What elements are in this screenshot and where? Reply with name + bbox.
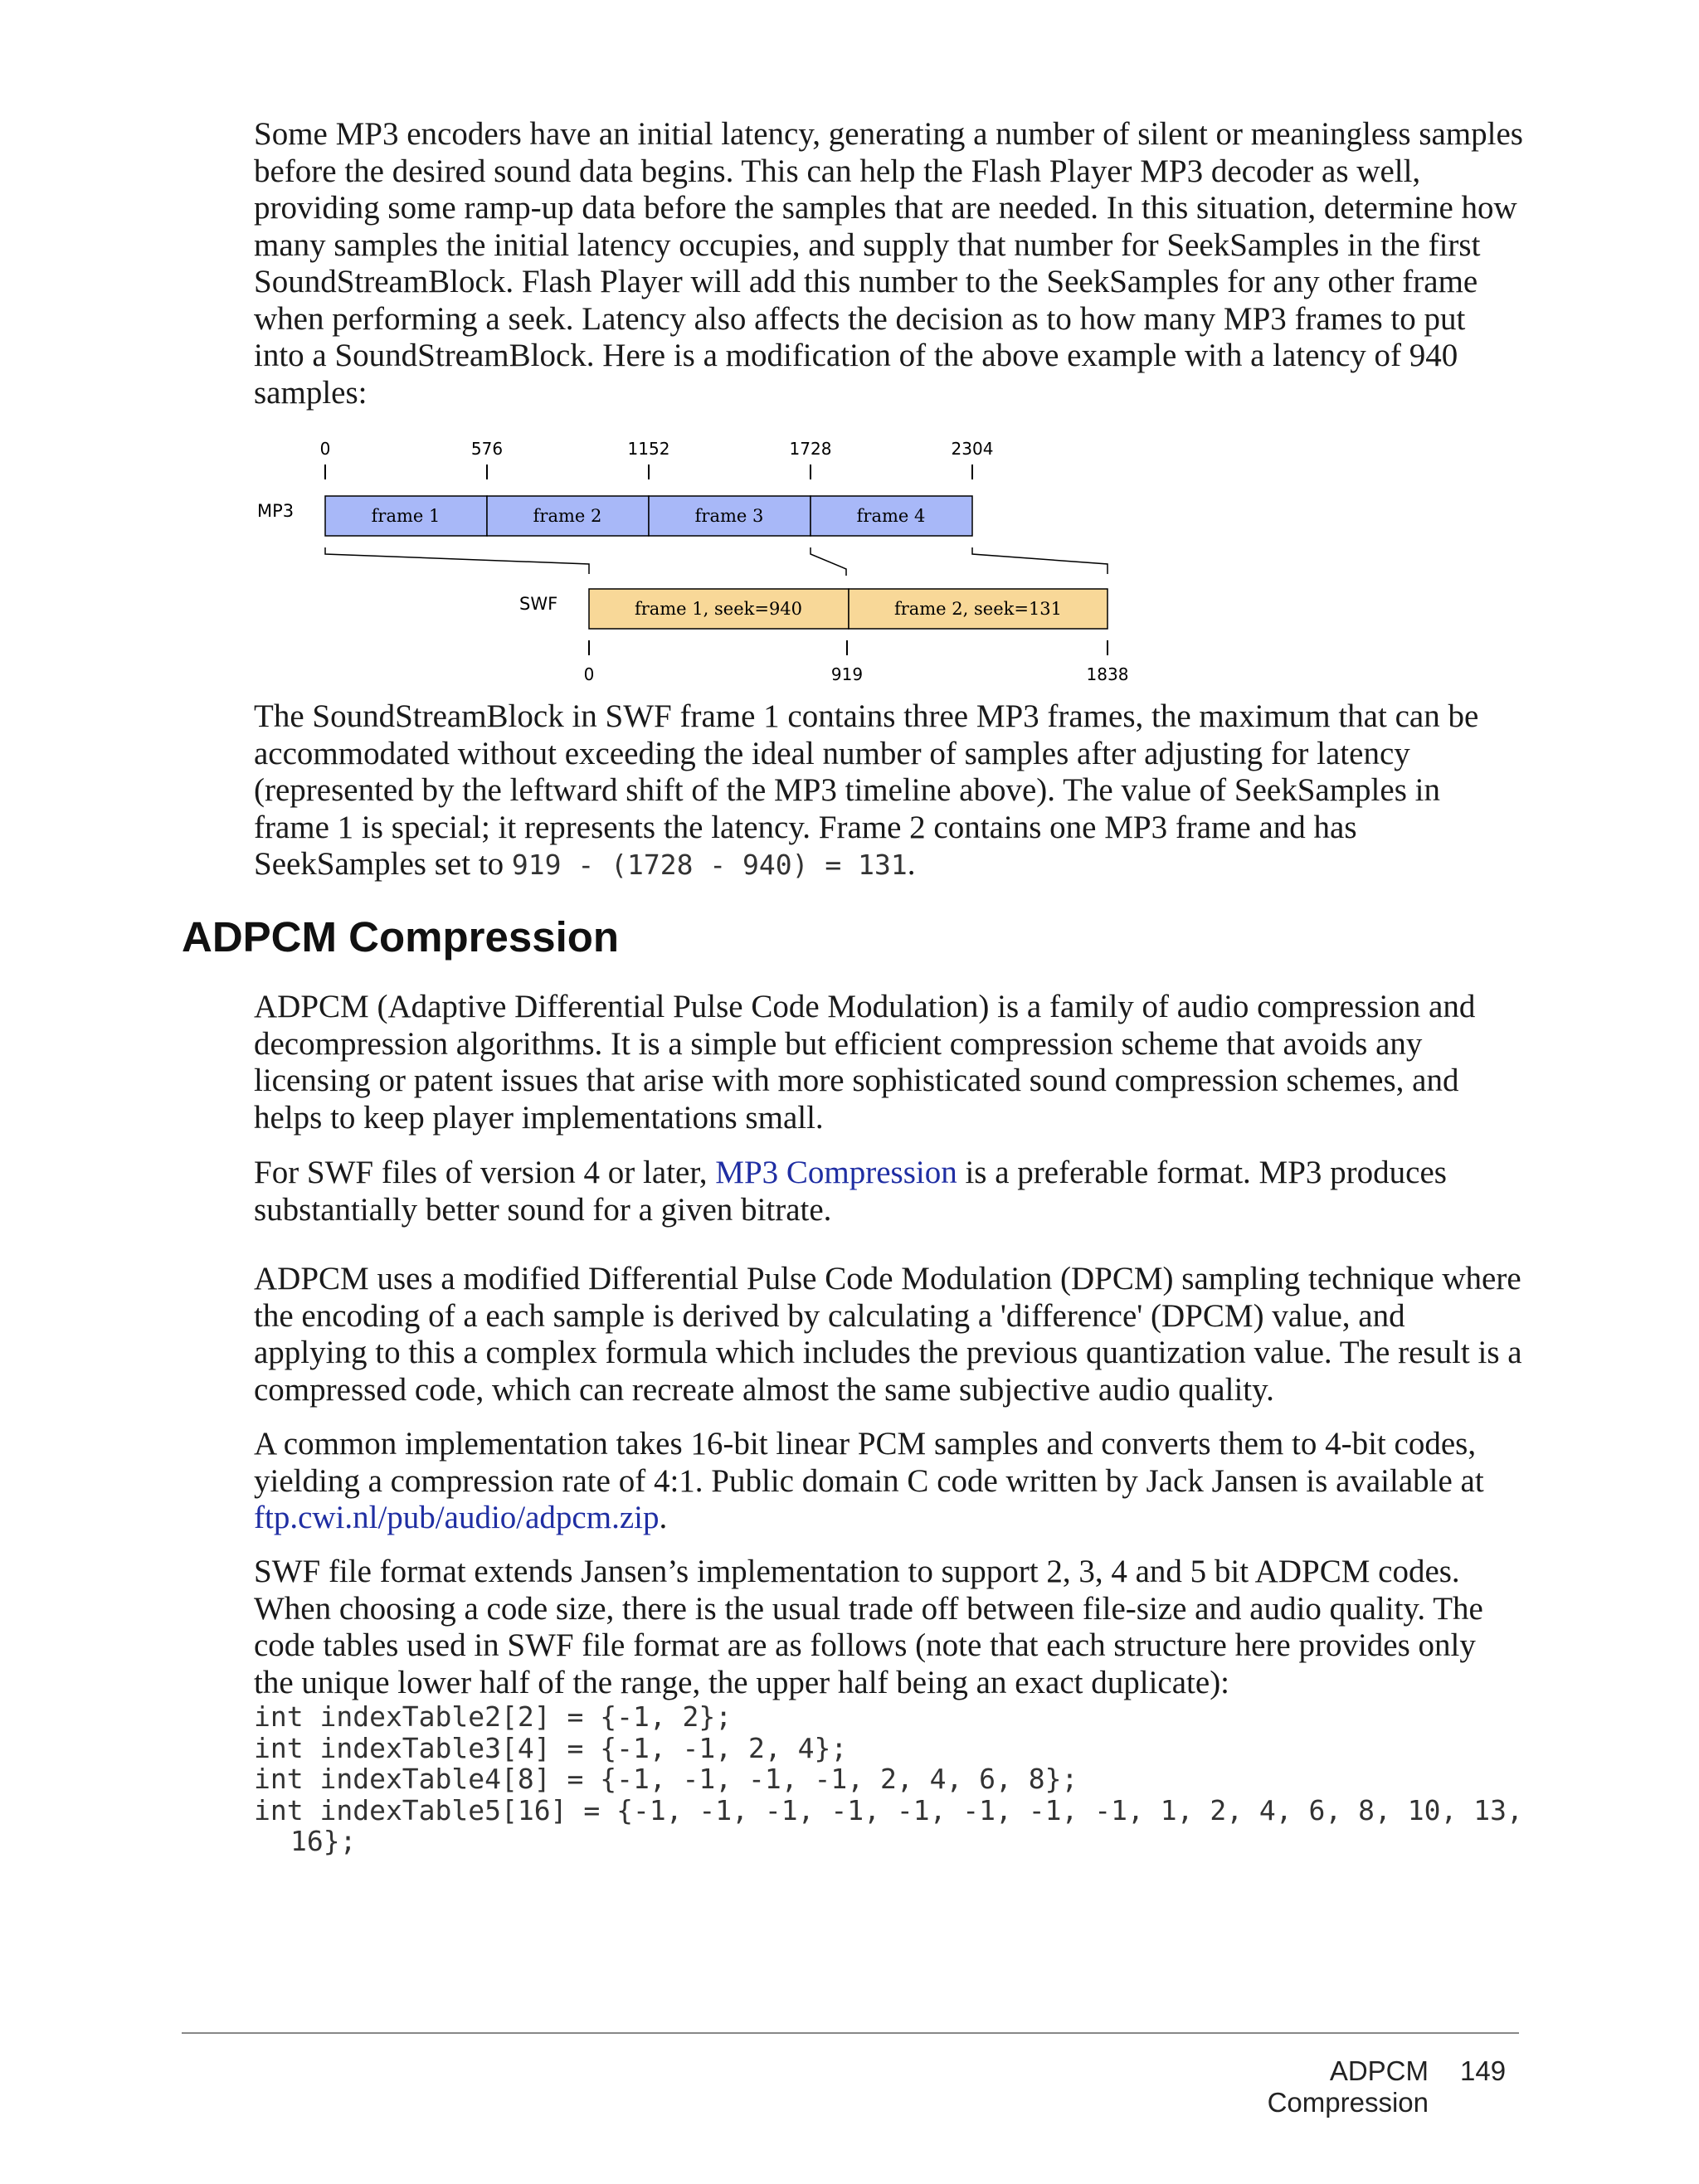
mp3-tick-label: 576 — [470, 439, 504, 459]
mp3-frame-label: frame 2 — [533, 506, 602, 526]
mp3-preference-text-end: is a preferable format. MP3 produces substantially better sound for a given bitrate. — [254, 1155, 1447, 1228]
implementation-text-end: . — [659, 1500, 668, 1535]
swf-frame-label: frame 2, seek=131 — [893, 599, 1063, 619]
code-line: int indexTable5[16] = {-1, -1, -1, -1, -1, -1, -1, -1, 1, 2, 4, 6, 8, 10, 13, — [254, 1793, 1523, 1826]
code-line: 16}; — [290, 1825, 357, 1857]
adpcm-intro-paragraph: ADPCM (Adaptive Differential Pulse Code Modulation) is a family of audio compression and decompression algorithms. It is a simple but efficient compression scheme that avoids any licensing or patent issues that arise with more sophisticated sound compression schemes, and helps to keep player implementations small. — [254, 989, 1476, 1136]
footer-section-title: ADPCM Compression — [1267, 2055, 1429, 2118]
mp3-frame-label: frame 4 — [856, 506, 926, 526]
mapping-line — [325, 547, 589, 574]
implementation-text: A common implementation takes 16-bit linear PCM samples and converts them to 4-bit codes, yielding a compression rate of 4:1. Public domain C code written by Jack Jansen is available at — [254, 1426, 1484, 1499]
mapping-line — [972, 547, 1108, 574]
footer-divider — [182, 2032, 1519, 2034]
mp3-preference-paragraph — [254, 1155, 1523, 1228]
mp3-tick-label: 0 — [319, 439, 331, 459]
mp3-tick-label: 2304 — [951, 439, 994, 459]
swf-tick-label: 1838 — [1086, 664, 1129, 684]
inline-code-formula: 919 - (1728 - 940) = 131 — [511, 849, 908, 881]
mapping-line — [811, 547, 846, 576]
swf-tick-label: 919 — [830, 664, 864, 684]
section-heading: ADPCM Compression — [182, 913, 620, 961]
mp3-tick-label: 1728 — [789, 439, 832, 459]
adpcm-zip-link[interactable]: ftp.cwi.nl/pub/audio/adpcm.zip — [254, 1500, 660, 1535]
swf-row-label: SWF — [519, 594, 558, 614]
latency-explanation-paragraph — [254, 698, 1523, 884]
mp3-frame-label: frame 3 — [694, 506, 764, 526]
mp3-frame-label: frame 1 — [371, 506, 441, 526]
mp3-row-label: MP3 — [257, 501, 295, 521]
code-line: int indexTable2[2] = {-1, 2}; — [254, 1700, 733, 1733]
swf-tick-label: 0 — [583, 664, 595, 684]
code-line: int indexTable4[8] = {-1, -1, -1, -1, 2, 4, 6, 8}; — [254, 1763, 1078, 1795]
implementation-paragraph — [254, 1426, 1523, 1537]
latency-explanation-end: . — [907, 846, 916, 882]
intro-paragraph: Some MP3 encoders have an initial latency, generating a number of silent or meaningless samples before the desired sound data begins. This can help the Flash Player MP3 decoder as well, providing some ramp-up data before the samples that are needed. In this situation, determine how many samples the initial latency occupies, and supply that number for SeekSamples in the first SoundStreamBlock. Flash Player will add this number to the SeekSamples for any other frame when performing a seek. Latency also affects the decision as to how many MP3 frames to put into a SoundStreamBlock. Here is a modification of the above example with a latency of 940 samples: — [254, 116, 1523, 411]
mp3-compression-link[interactable]: MP3 Compression — [715, 1155, 957, 1190]
page-number: 149 — [1460, 2055, 1507, 2086]
mp3-tick-label: 1152 — [627, 439, 670, 459]
code-block — [254, 1701, 1531, 1857]
code-line: int indexTable3[4] = {-1, -1, 2, 4}; — [254, 1731, 848, 1764]
dpcm-technique-paragraph: ADPCM uses a modified Differential Pulse Code Modulation (DPCM) sampling technique where the encoding of a each sample is derived by calculating a 'difference' (DPCM) value, and applying to this a complex formula which includes the previous quantization value. The result is a compressed code, which can recreate almost the same subjective audio quality. — [254, 1261, 1522, 1408]
code-tables-paragraph: SWF file format extends Jansen’s implementation to support 2, 3, 4 and 5 bit ADPCM codes. When choosing a code size, there is the usual trade off between file-size and audio quality. The code tables used in SWF file format are as follows (note that each structure here provides only the unique lower half of the range, the upper half being an exact duplicate): — [254, 1554, 1483, 1700]
mp3-preference-text: For SWF files of version 4 or later, — [254, 1155, 716, 1190]
latency-diagram — [241, 431, 1153, 697]
latency-explanation-text: The SoundStreamBlock in SWF frame 1 contains three MP3 frames, the maximum that can be accommodated without exceeding the ideal number of samples after adjusting for latency (represented by the leftward shift of the MP3 timeline above). The value of SeekSamples in frame 1 is special; it represents the latency. Frame 2 contains one MP3 frame and has SeekSamples set to — [254, 698, 1479, 882]
swf-frame-label: frame 1, seek=940 — [634, 599, 803, 619]
